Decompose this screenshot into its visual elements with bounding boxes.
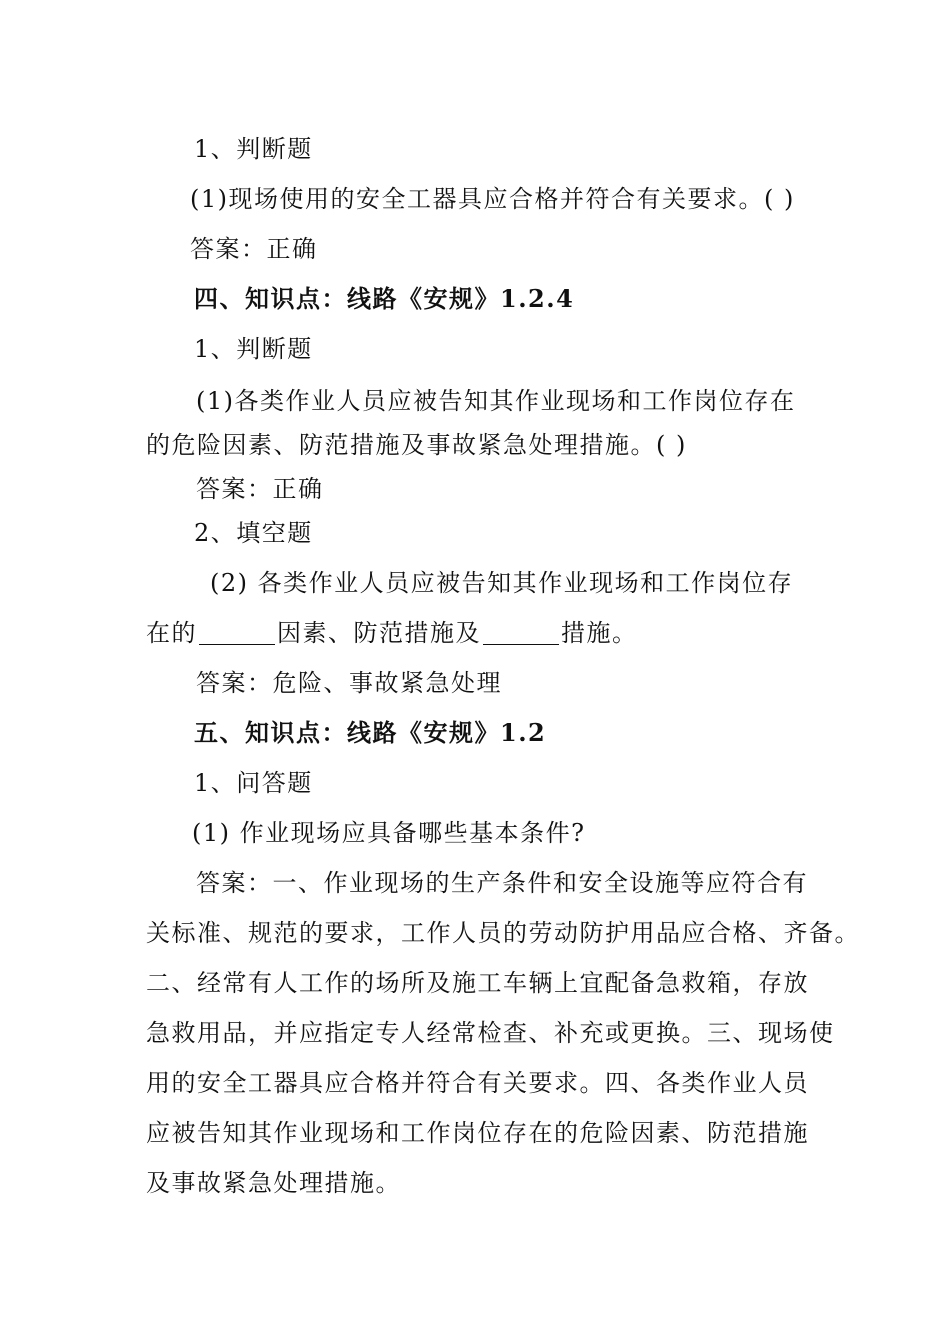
question-text: 的危险因素、防范措施及事故紧急处理措施。( ) [146,431,687,459]
question-type-heading: 1、问答题 [194,769,313,797]
answer-text: 用的安全工器具应合格并符合有关要求。四、各类作业人员 [146,1069,809,1097]
question-text: 在的 [146,619,197,647]
fill-blank-question [146,618,638,648]
answer-text: 答案：正确 [190,235,318,263]
answer-blank [199,618,275,645]
question-type-heading: 1、判断题 [194,335,313,363]
answer-text: 答案：危险、事故紧急处理 [196,669,502,697]
answer-text: 答案：正确 [196,475,324,503]
answer-blank [483,618,559,645]
question-text: 措施。 [561,619,638,647]
question-text: (2) 各类作业人员应被告知其作业现场和工作岗位存 [210,569,794,597]
answer-text: 答案：一、作业现场的生产条件和安全设施等应符合有 [196,869,808,897]
question-text: (1)现场使用的安全工器具应合格并符合有关要求。( ) [190,185,795,213]
question-text: 因素、防范措施及 [277,619,481,647]
question-text: (1)各类作业人员应被告知其作业现场和工作岗位存在 [196,387,796,415]
answer-text: 急救用品，并应指定专人经常检查、补充或更换。三、现场使 [146,1019,835,1047]
answer-text: 二、经常有人工作的场所及施工车辆上宜配备急救箱，存放 [146,969,809,997]
section-heading: 四、知识点：线路《安规》1.2.4 [194,284,575,313]
section-heading: 五、知识点：线路《安规》1.2 [194,718,547,747]
answer-text: 关标准、规范的要求，工作人员的劳动防护用品应合格、齐备。 [146,919,860,947]
question-text: (1) 作业现场应具备哪些基本条件? [192,819,586,847]
answer-text: 应被告知其作业现场和工作岗位存在的危险因素、防范措施 [146,1119,809,1147]
question-type-heading: 2、填空题 [194,519,313,547]
question-type-heading: 1、判断题 [194,135,313,163]
answer-text: 及事故紧急处理措施。 [146,1169,401,1197]
